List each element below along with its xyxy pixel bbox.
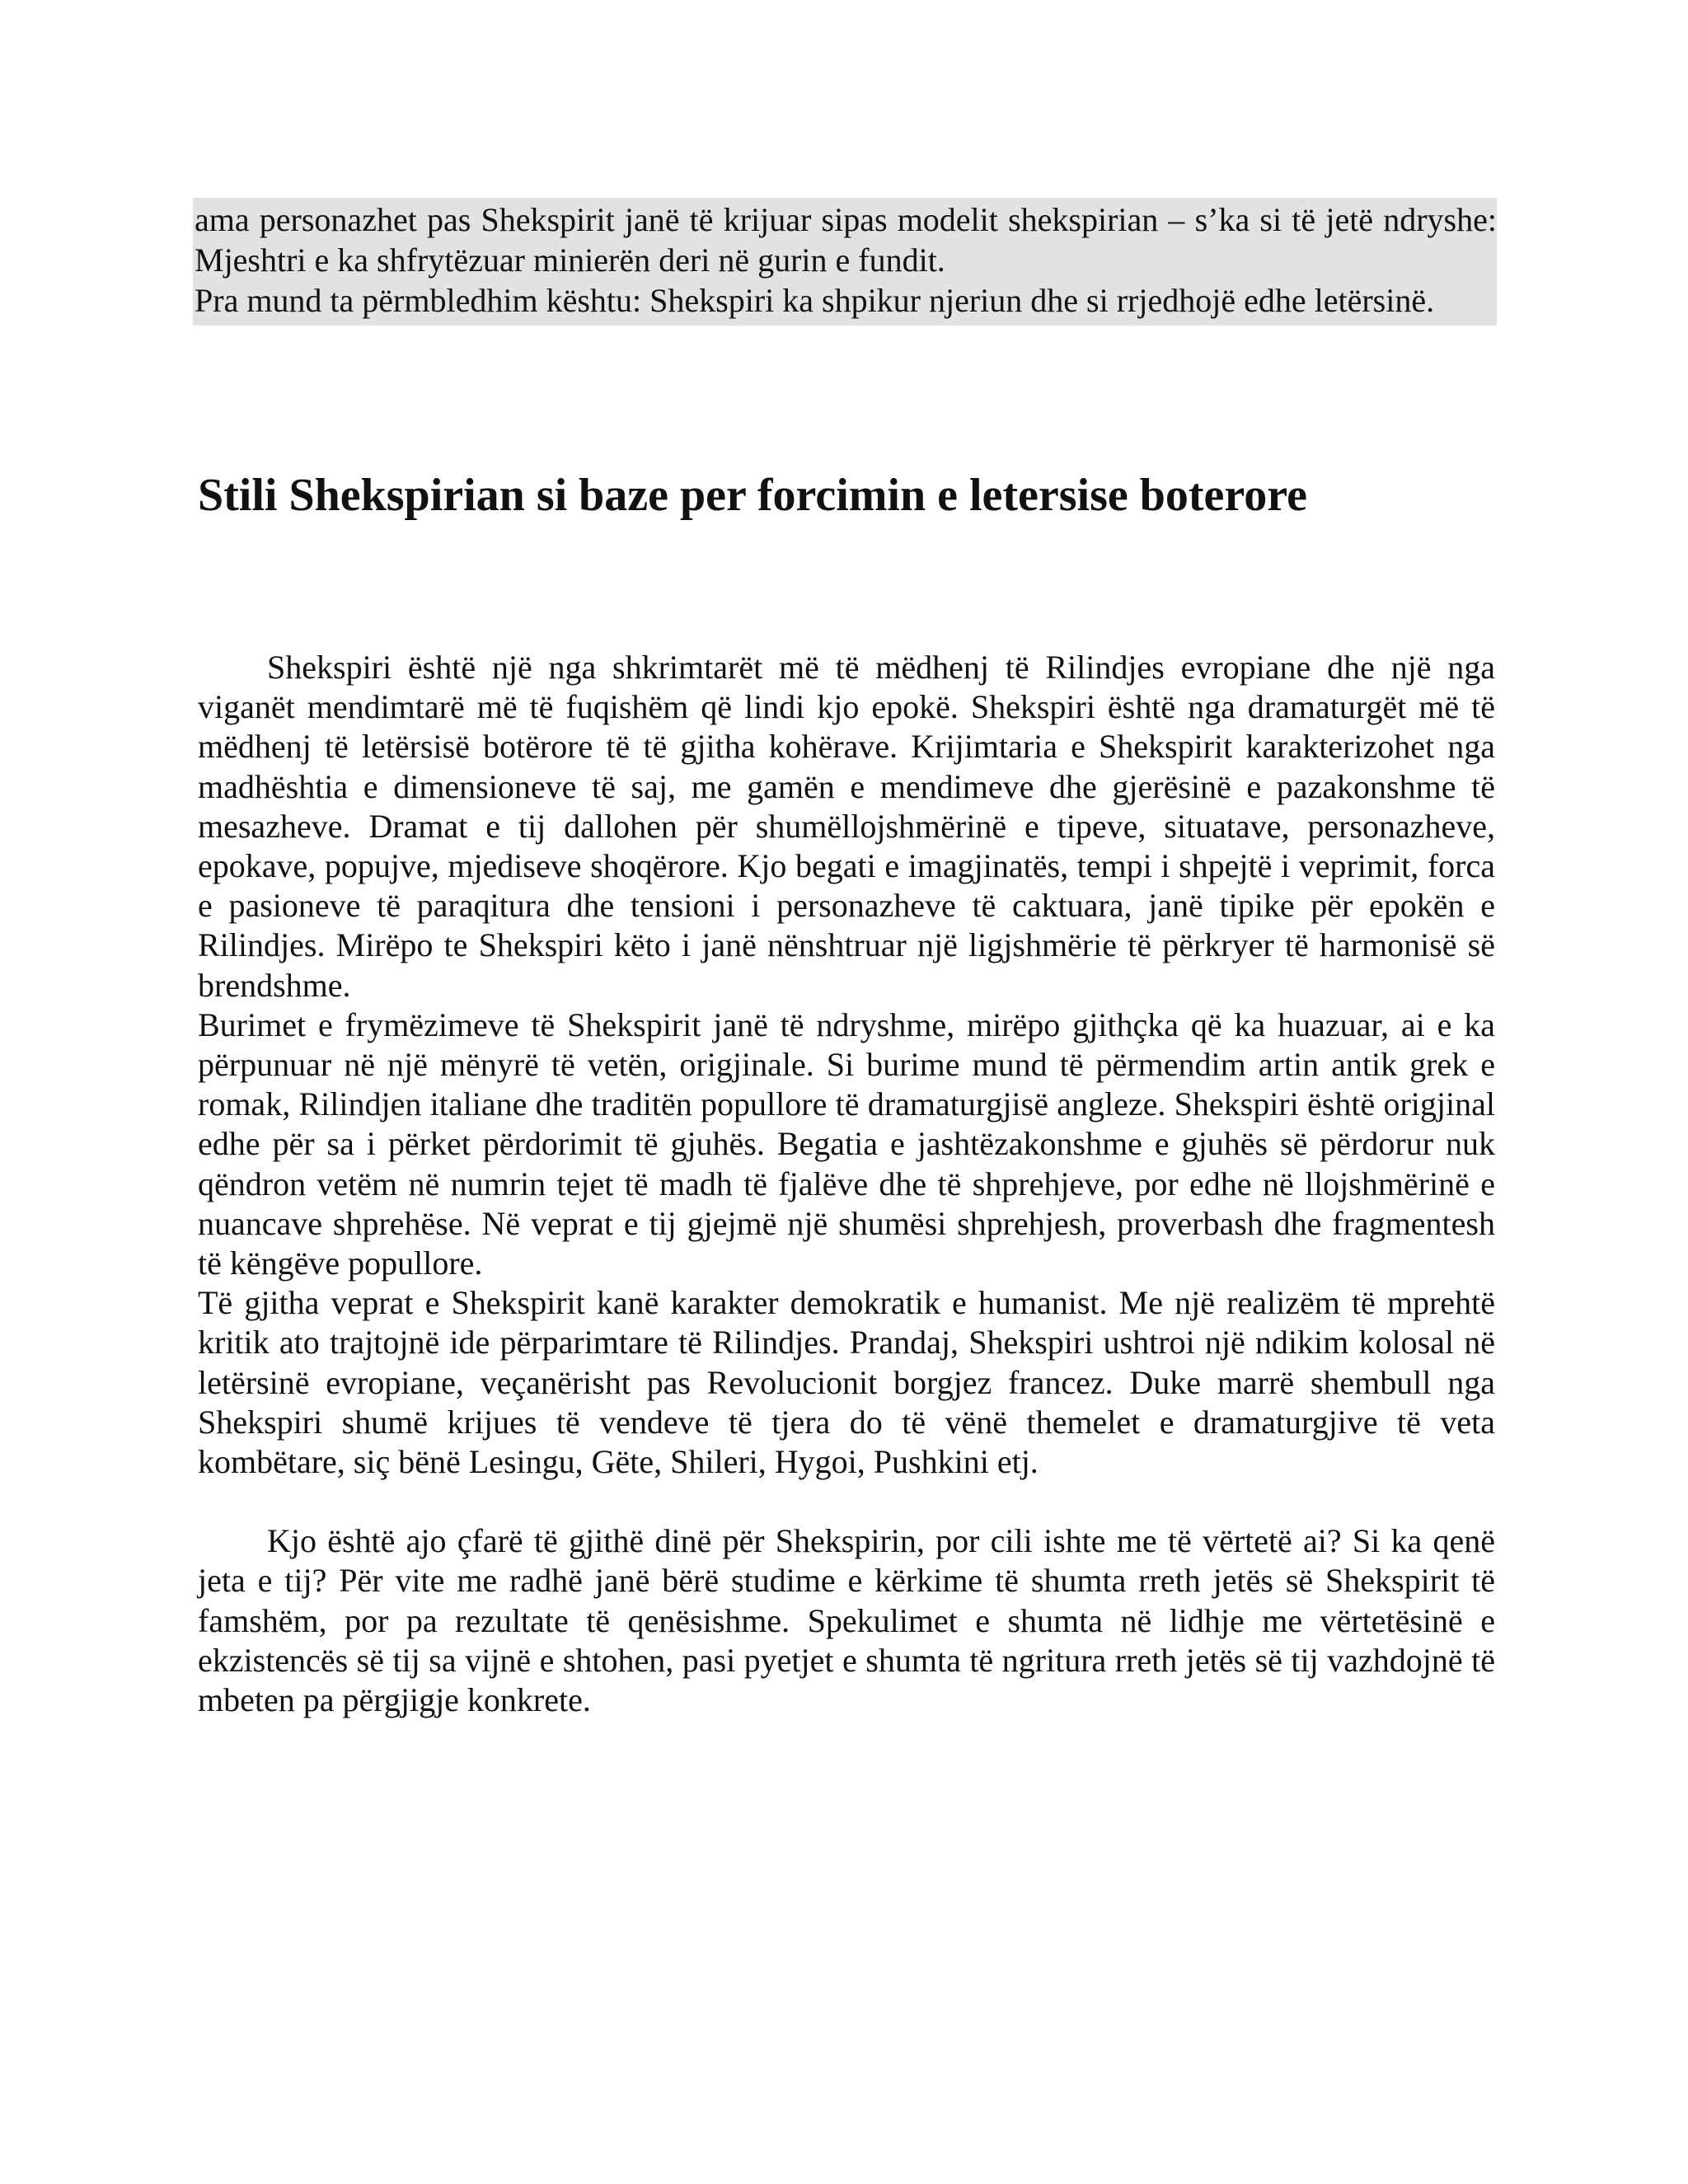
body-text: [198, 648, 1495, 1720]
highlighted-text-block: [193, 198, 1497, 326]
body-paragraph: Burimet e frymëzimeve të Shekspirit janë të ndryshme, mirëpo gjithçka që ka huazuar, ai e ka përpunuar në një mënyrë të vetën, origjinale. Si burime mund të përmendim artin antik grek e romak, Rilindjen italiane dhe traditën popullore të dramaturgjisë angleze. Shekspiri është origjinal edhe për sa i përket përdorimit të gjuhës. Begatia e jashtëzakonshme e gjuhës së përdorur nuk qëndron vetëm në numrin tejet të madh të fjalëve dhe të shprehjeve, por edhe në llojshmërinë e nuancave shprehëse. Në veprat e tij gjejmë një shumësi shprehjesh, proverbash dhe fragmentesh të këngëve popullore.: [198, 1005, 1495, 1282]
highlighted-paragraph: Pra mund ta përmbledhim kështu: Shekspiri ka shpikur njeriun dhe si rrjedhojë edhe letërsinë.: [195, 282, 1435, 319]
body-paragraph: Të gjitha veprat e Shekspirit kanë karakter demokratik e humanist. Me një realizëm të mprehtë kritik ato trajtojnë ide përparimtare të Rilindjes. Prandaj, Shekspiri ushtroi një ndikim kolosal në letërsinë evropiane, veçanërisht pas Revolucionit borgjez francez. Duke marrë shembull nga Shekspiri shumë krijues të vendeve të tjera do të vënë themelet e dramaturgjive të veta kombëtare, siç bënë Lesingu, Gëte, Shileri, Hygoi, Pushkini etj.: [198, 1284, 1495, 1481]
section-heading: Stili Shekspirian si baze per forcimin e letersise boterore: [198, 470, 1307, 521]
body-paragraph: Kjo është ajo çfarë të gjithë dinë për Shekspirin, por cili ishte me të vërtetë ai? Si ka qenë jeta e tij? Për vite me radhë janë bërë studime e kërkime të shumta rreth jetës së Shekspirit të famshëm, por pa rezultate të qenësishme. Spekulimet e shumta në lidhje me vërtetësinë e ekzistencës së tij sa vijnë e shtohen, pasi pyetjet e shumta të ngritura rreth jetës së tij vazhdojnë të mbeten pa përgjigje konkrete.: [198, 1522, 1495, 1719]
highlighted-paragraph: ama personazhet pas Shekspirit janë të krijuar sipas modelit shekspirian – s’ka si të jetë ndryshe: Mjeshtri e ka shfrytëzuar minierën deri në gurin e fundit.: [195, 201, 1497, 279]
body-paragraph: Shekspiri është një nga shkrimtarët më të mëdhenj të Rilindjes evropiane dhe një nga viganët mendimtarë më të fuqishëm që lindi kjo epokë. Shekspiri është nga dramaturgët më të mëdhenj të letërsisë botërore të të gjitha kohërave. Krijimtaria e Shekspirit karakterizohet nga madhështia e dimensioneve të saj, me gamën e mendimeve dhe gjerësinë e pazakonshme të mesazheve. Dramat e tij dallohen për shumëllojshmërinë e tipeve, situatave, personazheve, epokave, popujve, mjediseve shoqërore. Kjo begati e imagjinatës, tempi i shpejtë i veprimit, forca e pasioneve të paraqitura dhe tensioni i personazheve të caktuara, janë tipike për epokën e Rilindjes. Mirëpo te Shekspiri këto i janë nënshtruar një ligjshmërie të përkryer të harmonisë së brendshme.: [198, 649, 1495, 1004]
